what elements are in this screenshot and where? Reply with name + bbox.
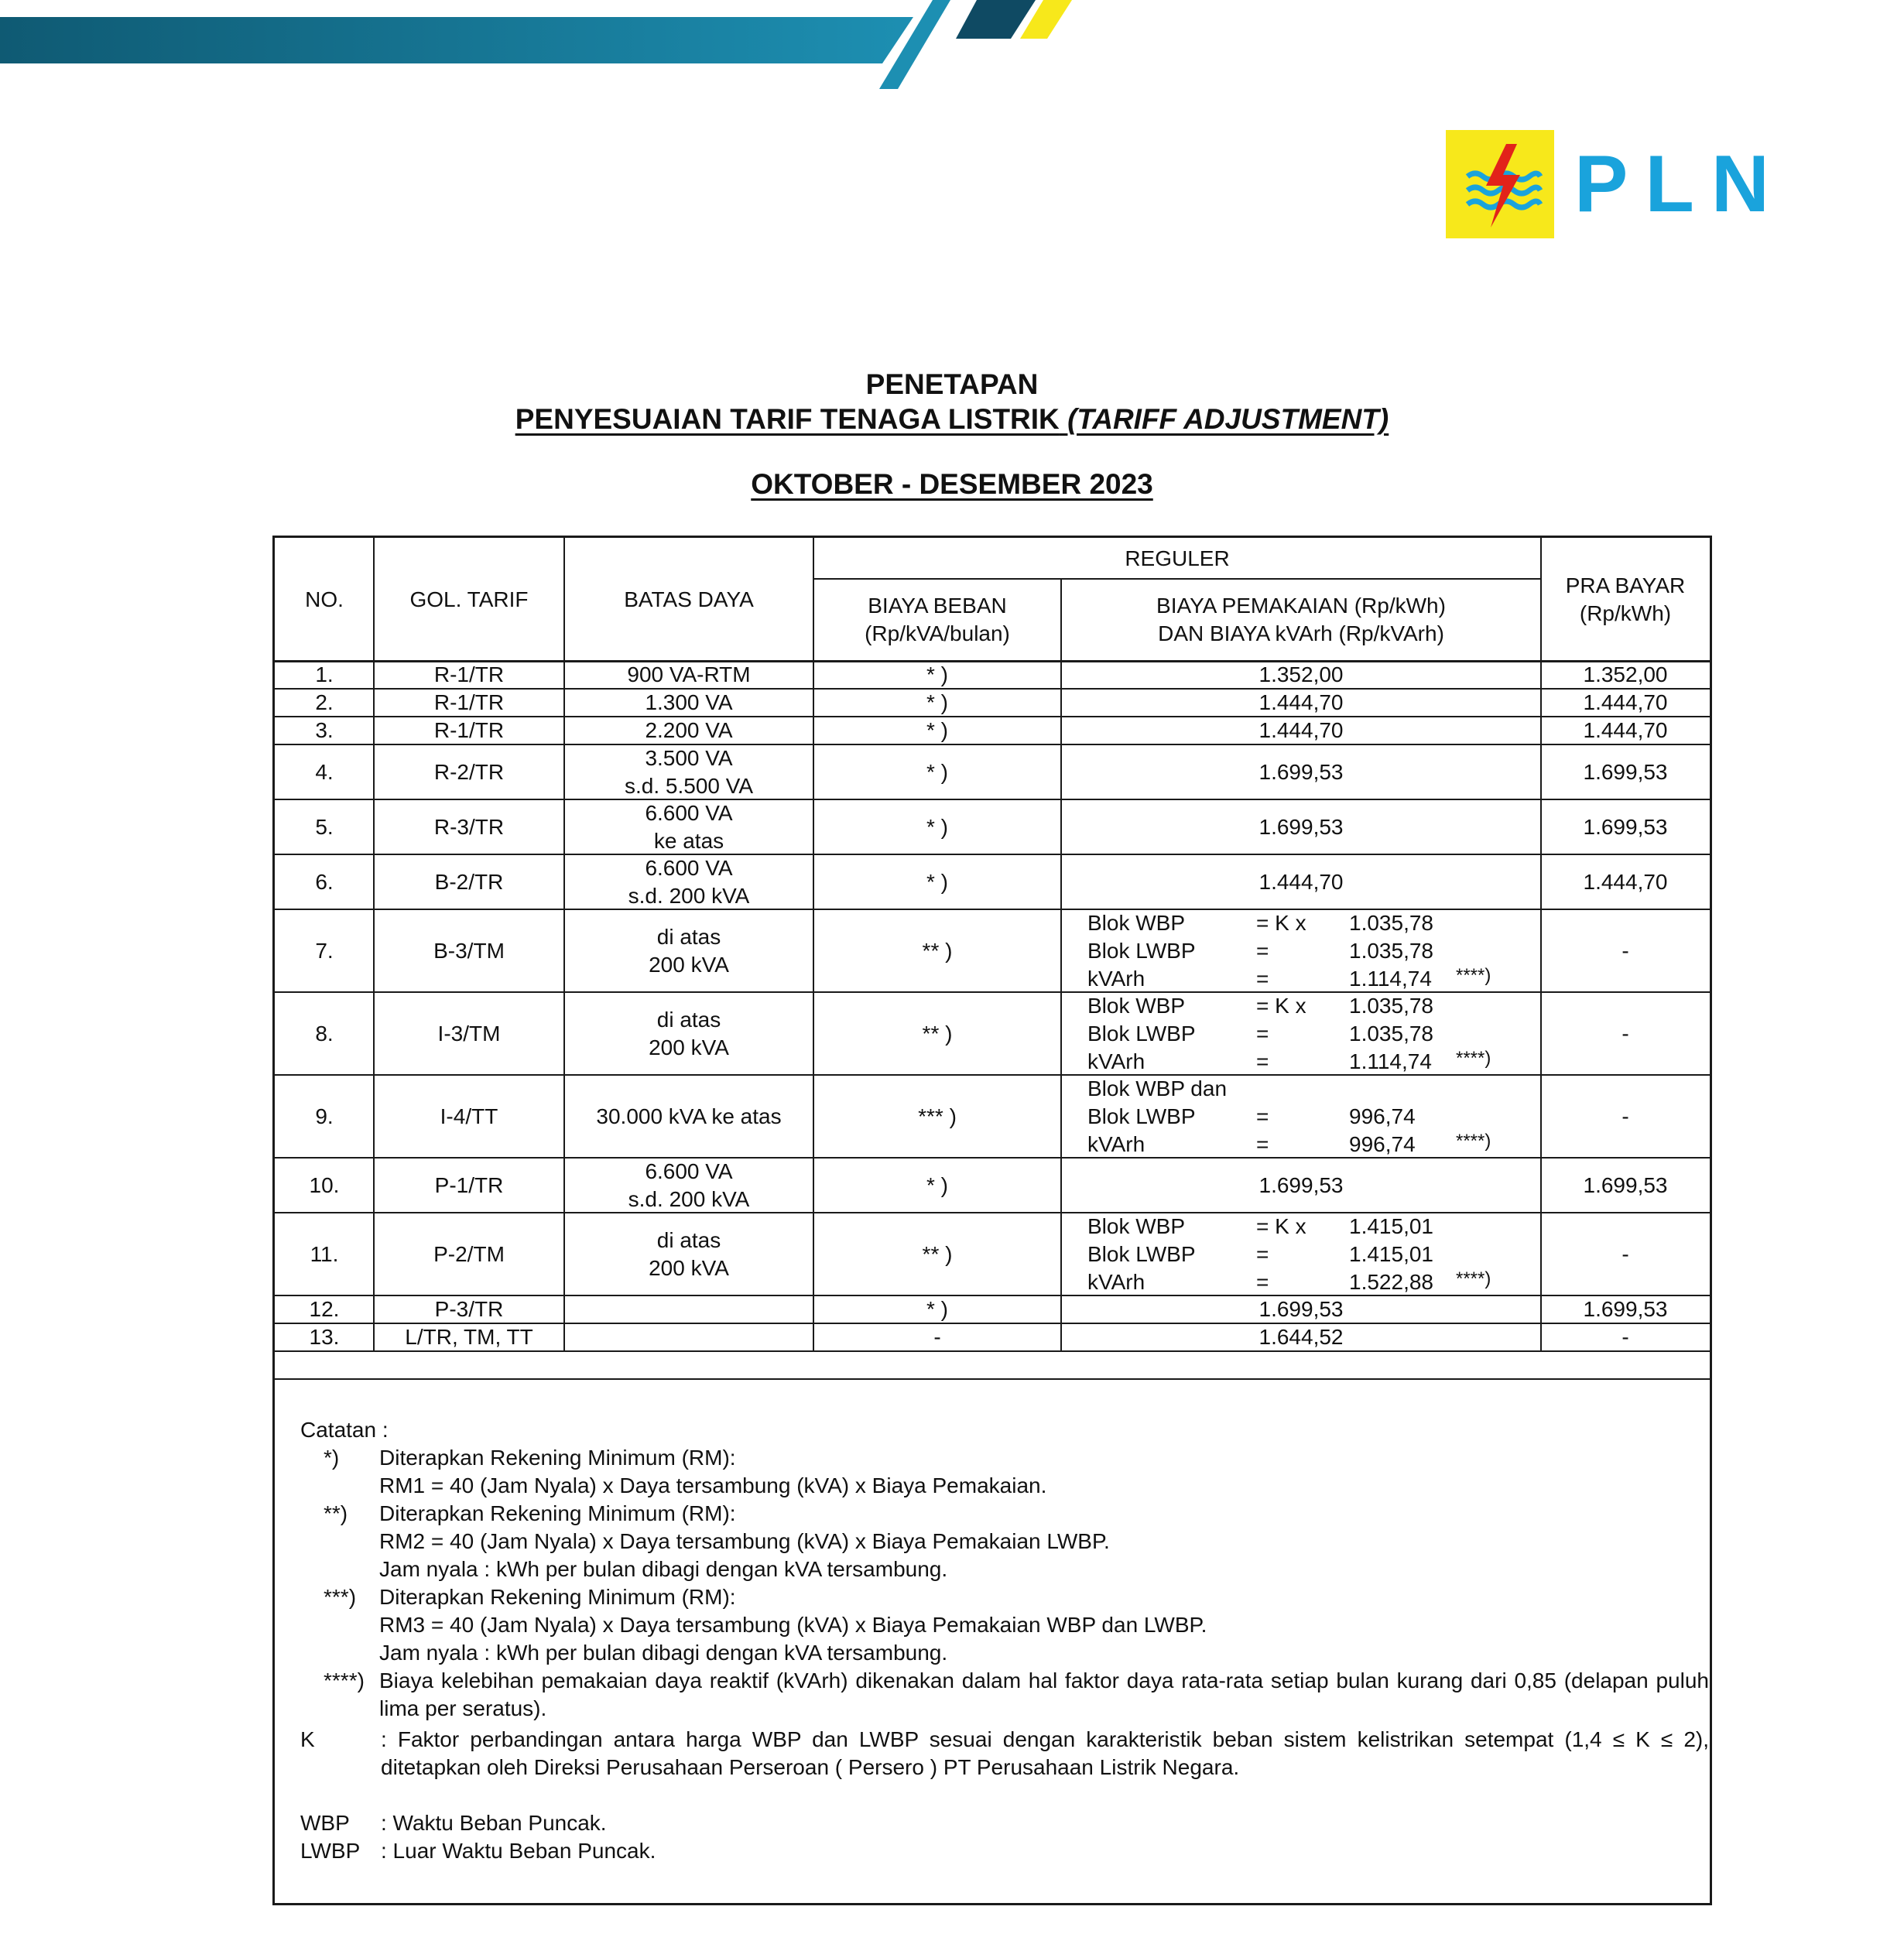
row-gol-tarif: I-4/TT [440,1104,498,1128]
row-no: 12. [309,1297,340,1321]
note-item [300,1583,1709,1667]
block-label: Blok WBP [1087,910,1186,935]
note-marker: ***) [324,1585,357,1609]
grid-hline [275,854,1710,855]
row-biaya-beban: ** ) [922,1021,953,1046]
block-label: Blok WBP dan [1087,1076,1228,1100]
row-biaya-beban: ** ) [922,1241,953,1266]
row-biaya-pemakaian: 1.699,53 [1258,814,1344,839]
row-no: 7. [315,938,334,963]
block-value: 996,74 [1349,1131,1416,1156]
row-gol-tarif: R-2/TR [433,759,505,784]
row-gol-tarif: P-1/TR [434,1172,504,1197]
row-biaya-beban: * ) [926,814,948,839]
grid-hline [275,660,1710,662]
note-k-definition [300,1726,1709,1781]
row-no: 3. [315,718,334,742]
row-biaya-pemakaian: 1.444,70 [1258,869,1344,894]
row-no: 6. [315,869,334,894]
row-biaya-beban: * ) [926,690,948,714]
block-value: 1.035,78 [1349,938,1433,963]
document-subtitle: PENYESUAIAN TARIF TENAGA LISTRIK (TARIFF ADJUSTMENT) [515,403,1389,435]
block-label: kVArh [1087,1131,1145,1156]
row-no: 9. [315,1104,334,1128]
row-gol-tarif: L/TR, TM, TT [405,1325,533,1349]
row-batas-daya: 2.200 VA [645,718,733,742]
row-pra-bayar: 1.444,70 [1583,690,1668,714]
block-value: 1.415,01 [1349,1241,1433,1266]
definition-term: K [300,1727,315,1751]
grid-hline [275,909,1710,910]
grid-hline [275,1295,1710,1296]
row-batas-daya: 900 VA-RTM [627,662,751,686]
definition-term: WBP [300,1811,350,1835]
row-gol-tarif: B-2/TR [434,869,504,894]
header-no: NO. [305,587,344,611]
row-biaya-pemakaian: 1.699,53 [1258,759,1344,784]
grid-hline [275,1323,1710,1324]
row-biaya-pemakaian: 1.699,53 [1258,1297,1344,1321]
block-value: 996,74 [1349,1104,1416,1128]
block-label: kVArh [1087,1269,1145,1294]
row-gol-tarif: R-1/TR [433,662,505,686]
row-pra-bayar: 1.699,53 [1583,1297,1668,1321]
header-biaya-beban: BIAYA BEBAN (Rp/kVA/bulan) [865,594,1010,645]
block-operator: = [1256,1131,1269,1156]
row-no: 8. [315,1021,334,1046]
row-no: 1. [315,662,334,686]
note-text: Diterapkan Rekening Minimum (RM): RM2 = 40 (Jam Nyala) x Daya tersambung (kVA) x Biaya Pemakaian LWBP. Jam nyala : kWh per bulan dibagi dengan kVA tersambung. [379,1501,1110,1581]
row-pra-bayar: - [1621,1325,1629,1349]
block-note: ****) [1456,1130,1491,1152]
definition-text: : Luar Waktu Beban Puncak. [381,1839,656,1863]
block-label: Blok LWBP [1087,1241,1196,1266]
header-reguler: REGULER [1125,546,1230,570]
grid-hline [275,1157,1710,1159]
block-operator: = [1256,1049,1269,1073]
pln-logo-icon [1446,130,1554,238]
block-value: 1.035,78 [1349,1021,1433,1046]
row-biaya-beban: * ) [926,662,948,686]
definition-text: : Faktor perbandingan antara harga WBP dan LWBP sesuai dengan karakteristik beban sistem kelistrikan setempat (1,4 ≤ K ≤ 2), ditetapkan oleh Direksi Perusahaan Perseroan ( Persero ) PT Perusahaan Listrik Negara. [381,1727,1709,1779]
row-biaya-beban: * ) [926,1297,948,1321]
document-title: PENETAPAN [865,368,1039,400]
block-value: 1.035,78 [1349,993,1433,1018]
header-biaya-pemakaian: BIAYA PEMAKAIAN (Rp/kWh) DAN BIAYA kVArh (Rp/kVArh) [1156,594,1446,645]
row-batas-daya: di atas 200 kVA [649,1227,729,1280]
row-gol-tarif: R-3/TR [433,814,505,839]
grid-hline [275,991,1710,993]
block-operator: = [1256,1021,1269,1046]
grid-hline [275,799,1710,800]
note-marker: ****) [324,1668,365,1692]
grid-hline [275,1378,1710,1380]
row-biaya-beban: * ) [926,1172,948,1197]
row-batas-daya [564,1323,813,1351]
row-gol-tarif: R-1/TR [433,718,505,742]
row-batas-daya: 6.600 VA ke atas [645,800,733,853]
block-value: 1.035,78 [1349,910,1433,935]
block-operator: = [1256,966,1269,991]
row-biaya-beban: * ) [926,759,948,784]
row-pra-bayar: 1.444,70 [1583,718,1668,742]
document-period: OKTOBER - DESEMBER 2023 [751,468,1153,500]
block-label: Blok LWBP [1087,1021,1196,1046]
block-label: kVArh [1087,1049,1145,1073]
grid-hline [813,578,1541,580]
row-pra-bayar: - [1621,1241,1629,1266]
row-biaya-pemakaian: 1.644,52 [1258,1325,1344,1349]
row-biaya-pemakaian: 1.699,53 [1258,1172,1344,1197]
block-note: ****) [1456,1047,1491,1069]
header-gol-tarif: GOL. TARIF [409,587,529,611]
block-operator: = [1256,1241,1269,1266]
row-pra-bayar: 1.352,00 [1583,662,1668,686]
block-operator: = [1256,1269,1269,1294]
block-operator: = K x [1256,993,1306,1018]
grid-hline [275,1212,1710,1213]
row-pra-bayar: - [1621,1021,1629,1046]
header-banner [0,0,1099,93]
row-batas-daya: 1.300 VA [645,690,733,714]
row-pra-bayar: 1.699,53 [1583,814,1668,839]
block-operator: = [1256,938,1269,963]
row-no: 11. [310,1241,339,1266]
grid-hline [275,716,1710,717]
row-batas-daya: 3.500 VA s.d. 5.500 VA [624,745,754,798]
block-label: Blok WBP [1087,993,1186,1018]
block-value: 1.415,01 [1349,1213,1433,1238]
header-pra-bayar: PRA BAYAR (Rp/kWh) [1565,573,1686,625]
row-biaya-beban: * ) [926,718,948,742]
row-gol-tarif: P-3/TR [434,1297,504,1321]
note-item [300,1444,1709,1500]
row-biaya-beban: *** ) [918,1104,957,1128]
row-biaya-pemakaian: 1.352,00 [1258,662,1344,686]
block-label: Blok LWBP [1087,938,1196,963]
note-lwbp-definition [300,1837,1709,1865]
row-biaya-pemakaian: 1.444,70 [1258,690,1344,714]
row-no: 13. [309,1325,340,1349]
brand-name: PLN [1574,139,1786,229]
block-value: 1.114,74 [1349,1049,1432,1073]
grid-vline [1060,579,1062,1351]
row-no: 5. [315,814,334,839]
definition-text: : Waktu Beban Puncak. [381,1811,607,1835]
definition-term: LWBP [300,1839,361,1863]
row-pra-bayar: - [1621,938,1629,963]
row-no: 2. [315,690,334,714]
block-label: kVArh [1087,966,1145,991]
row-batas-daya: 6.600 VA s.d. 200 kVA [628,1159,750,1211]
row-pra-bayar: - [1621,1104,1629,1128]
row-gol-tarif: I-3/TM [437,1021,501,1046]
row-biaya-beban: * ) [926,869,948,894]
row-biaya-pemakaian: 1.444,70 [1258,718,1344,742]
note-text: Diterapkan Rekening Minimum (RM): RM3 = 40 (Jam Nyala) x Daya tersambung (kVA) x Biaya Pemakaian WBP dan LWBP. Jam nyala : kWh per bulan dibagi dengan kVA tersambung. [379,1585,1207,1665]
note-item [300,1667,1709,1723]
block-note: ****) [1456,1268,1491,1289]
block-note: ****) [1456,964,1491,986]
block-label: Blok LWBP [1087,1104,1196,1128]
grid-hline [275,688,1710,690]
row-pra-bayar: 1.699,53 [1583,759,1668,784]
block-value: 1.114,74 [1349,966,1432,991]
block-operator: = K x [1256,910,1306,935]
row-pra-bayar: 1.699,53 [1583,1172,1668,1197]
notes-heading: Catatan : [300,1418,389,1442]
block-value: 1.522,88 [1349,1269,1433,1294]
row-no: 10. [309,1172,340,1197]
note-text: Biaya kelebihan pemakaian daya reaktif (kVArh) dikenakan dalam hal faktor daya rata-rata setiap bulan kurang dari 0,85 (delapan puluh lima per seratus). [379,1668,1709,1720]
grid-hline [275,1350,1710,1352]
row-no: 4. [315,759,334,784]
note-wbp-definition [300,1809,1709,1837]
row-pra-bayar: 1.444,70 [1583,869,1668,894]
row-batas-daya: 6.600 VA s.d. 200 kVA [628,855,750,908]
grid-hline [275,744,1710,745]
row-batas-daya [564,1295,813,1323]
row-gol-tarif: P-2/TM [433,1241,505,1266]
block-operator: = K x [1256,1213,1306,1238]
block-label: Blok WBP [1087,1213,1186,1238]
row-gol-tarif: B-3/TM [433,938,505,963]
header-batas-daya: BATAS DAYA [624,587,754,611]
row-batas-daya: di atas 200 kVA [649,1007,729,1059]
note-marker: **) [324,1501,348,1525]
row-biaya-beban: ** ) [922,938,953,963]
note-marker: *) [324,1446,340,1470]
notes-section [300,1416,1709,1865]
note-text: Diterapkan Rekening Minimum (RM): RM1 = 40 (Jam Nyala) x Daya tersambung (kVA) x Biaya Pemakaian. [379,1446,1047,1497]
grid-hline [275,1074,1710,1076]
row-batas-daya: 30.000 kVA ke atas [596,1104,782,1128]
note-item [300,1500,1709,1583]
row-gol-tarif: R-1/TR [433,690,505,714]
block-operator: = [1256,1104,1269,1128]
row-biaya-beban: - [933,1325,941,1349]
row-batas-daya: di atas 200 kVA [649,924,729,977]
